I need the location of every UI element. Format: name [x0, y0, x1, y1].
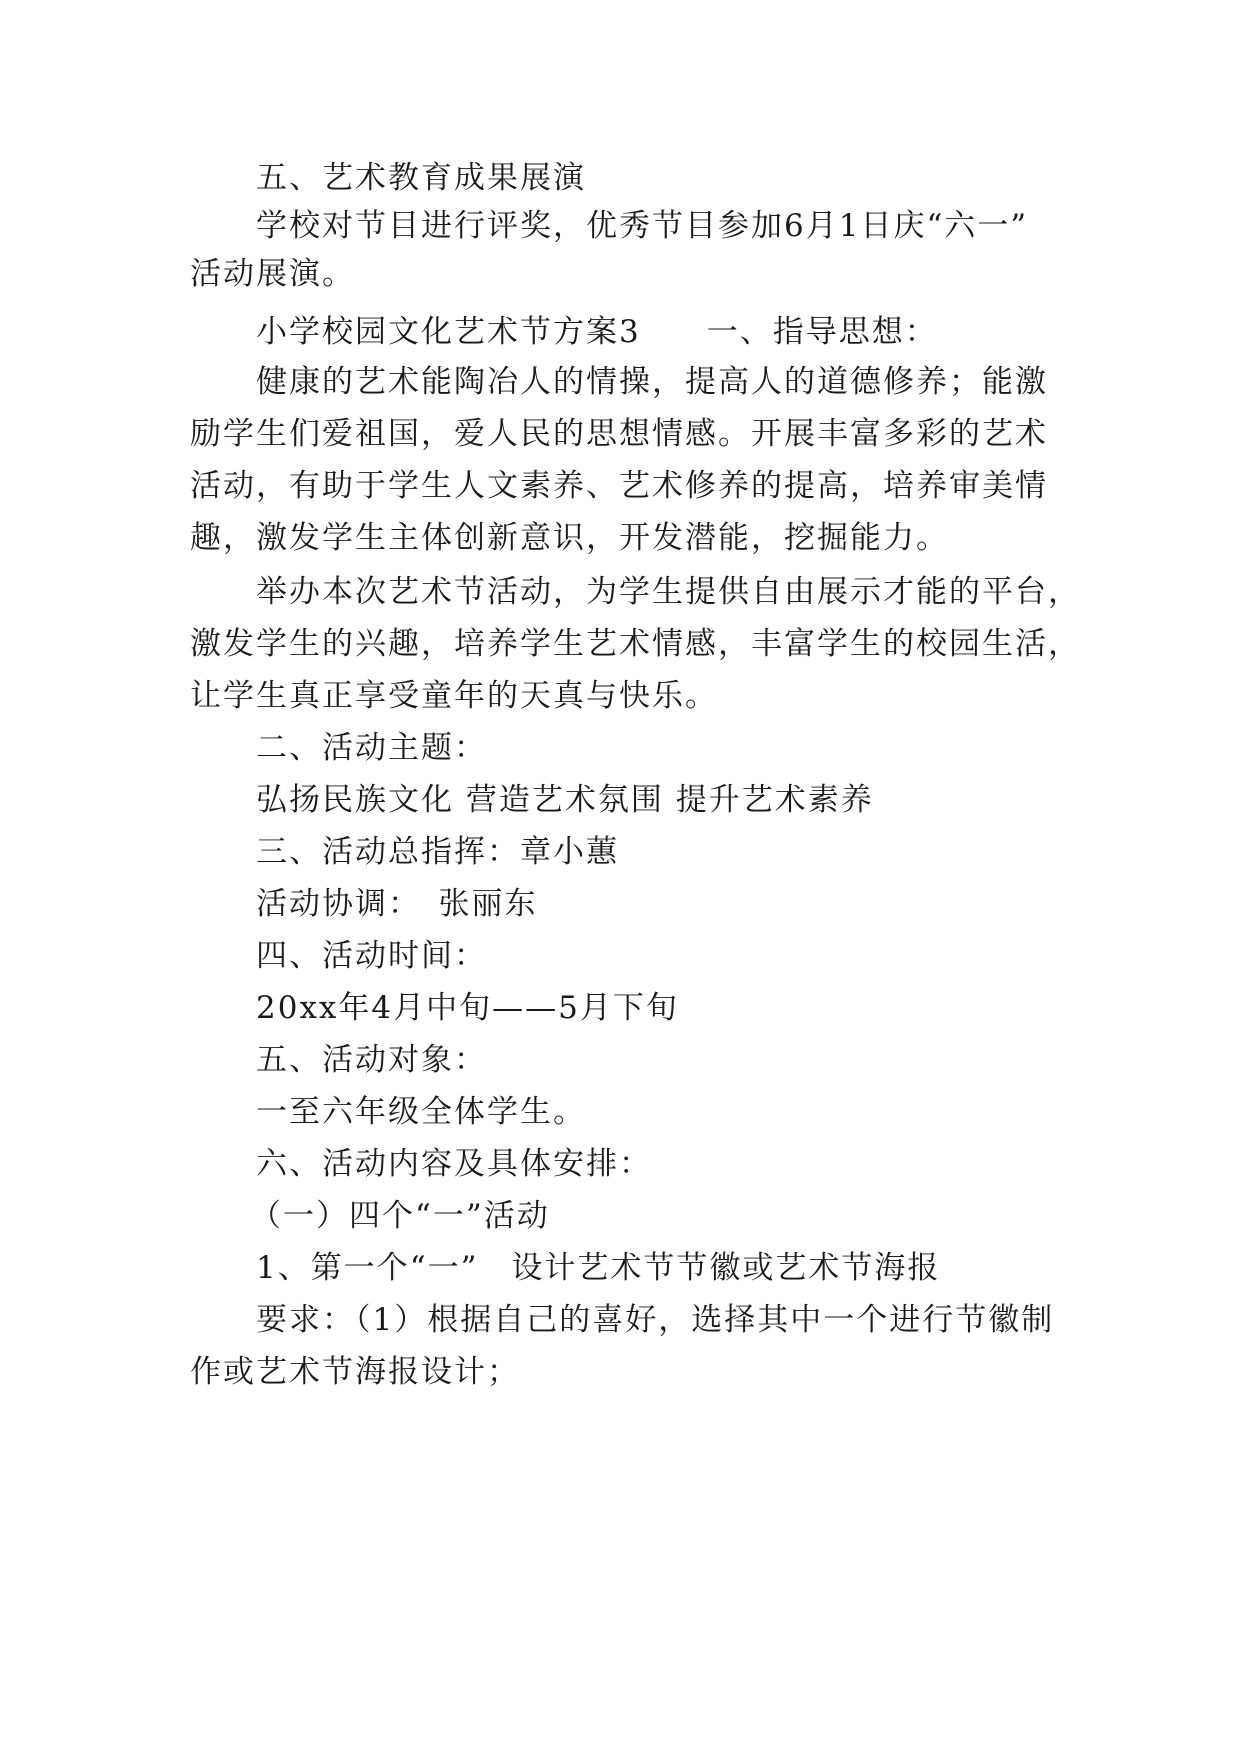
section-heading: 小学校园文化艺术节方案3 一、指导思想：: [256, 314, 938, 350]
paragraph-line: 活动协调： 张丽东: [256, 886, 538, 922]
paragraph-line: 让学生真正享受童年的天真与快乐。: [190, 678, 718, 714]
paragraph-line: 活动展演。: [190, 256, 355, 292]
paragraph-line: 作或艺术节海报设计；: [190, 1354, 520, 1390]
paragraph-line: 要求：（1）根据自己的喜好，选择其中一个进行节徽制: [256, 1302, 1055, 1338]
paragraph-line: 1、第一个“一” 设计艺术节节徽或艺术节海报: [256, 1250, 941, 1286]
paragraph-line: 健康的艺术能陶冶人的情操，提高人的道德修养；能激: [256, 364, 1048, 400]
section-heading: 六、活动内容及具体安排：: [256, 1146, 652, 1182]
paragraph-line: 趣，激发学生主体创新意识，开发潜能，挖掘能力。: [190, 520, 949, 556]
paragraph-line: 激发学生的兴趣，培养学生艺术情感，丰富学生的校园生活，: [190, 626, 1081, 662]
section-heading: 二、活动主题：: [256, 730, 487, 766]
paragraph-line: 举办本次艺术节活动，为学生提供自由展示才能的平台，: [256, 574, 1081, 610]
section-heading: 五、艺术教育成果展演: [256, 160, 586, 196]
paragraph-line: 弘扬民族文化 营造艺术氛围 提升艺术素养: [256, 782, 874, 818]
section-heading: 五、活动对象：: [256, 1042, 487, 1078]
subsection-heading: （一）四个“一”活动: [250, 1198, 550, 1234]
paragraph-line: 励学生们爱祖国，爱人民的思想情感。开展丰富多彩的艺术: [190, 416, 1048, 452]
paragraph-line: 20xx年4月中旬——5月下旬: [256, 990, 679, 1026]
paragraph-line: 学校对节目进行评奖，优秀节目参加6月1日庆“六一”: [256, 208, 1029, 244]
paragraph-line: 一至六年级全体学生。: [256, 1094, 586, 1130]
section-heading: 三、活动总指挥：章小蕙: [256, 834, 619, 870]
section-heading: 四、活动时间：: [256, 938, 487, 974]
paragraph-line: 活动，有助于学生人文素养、艺术修养的提高，培养审美情: [190, 468, 1048, 504]
